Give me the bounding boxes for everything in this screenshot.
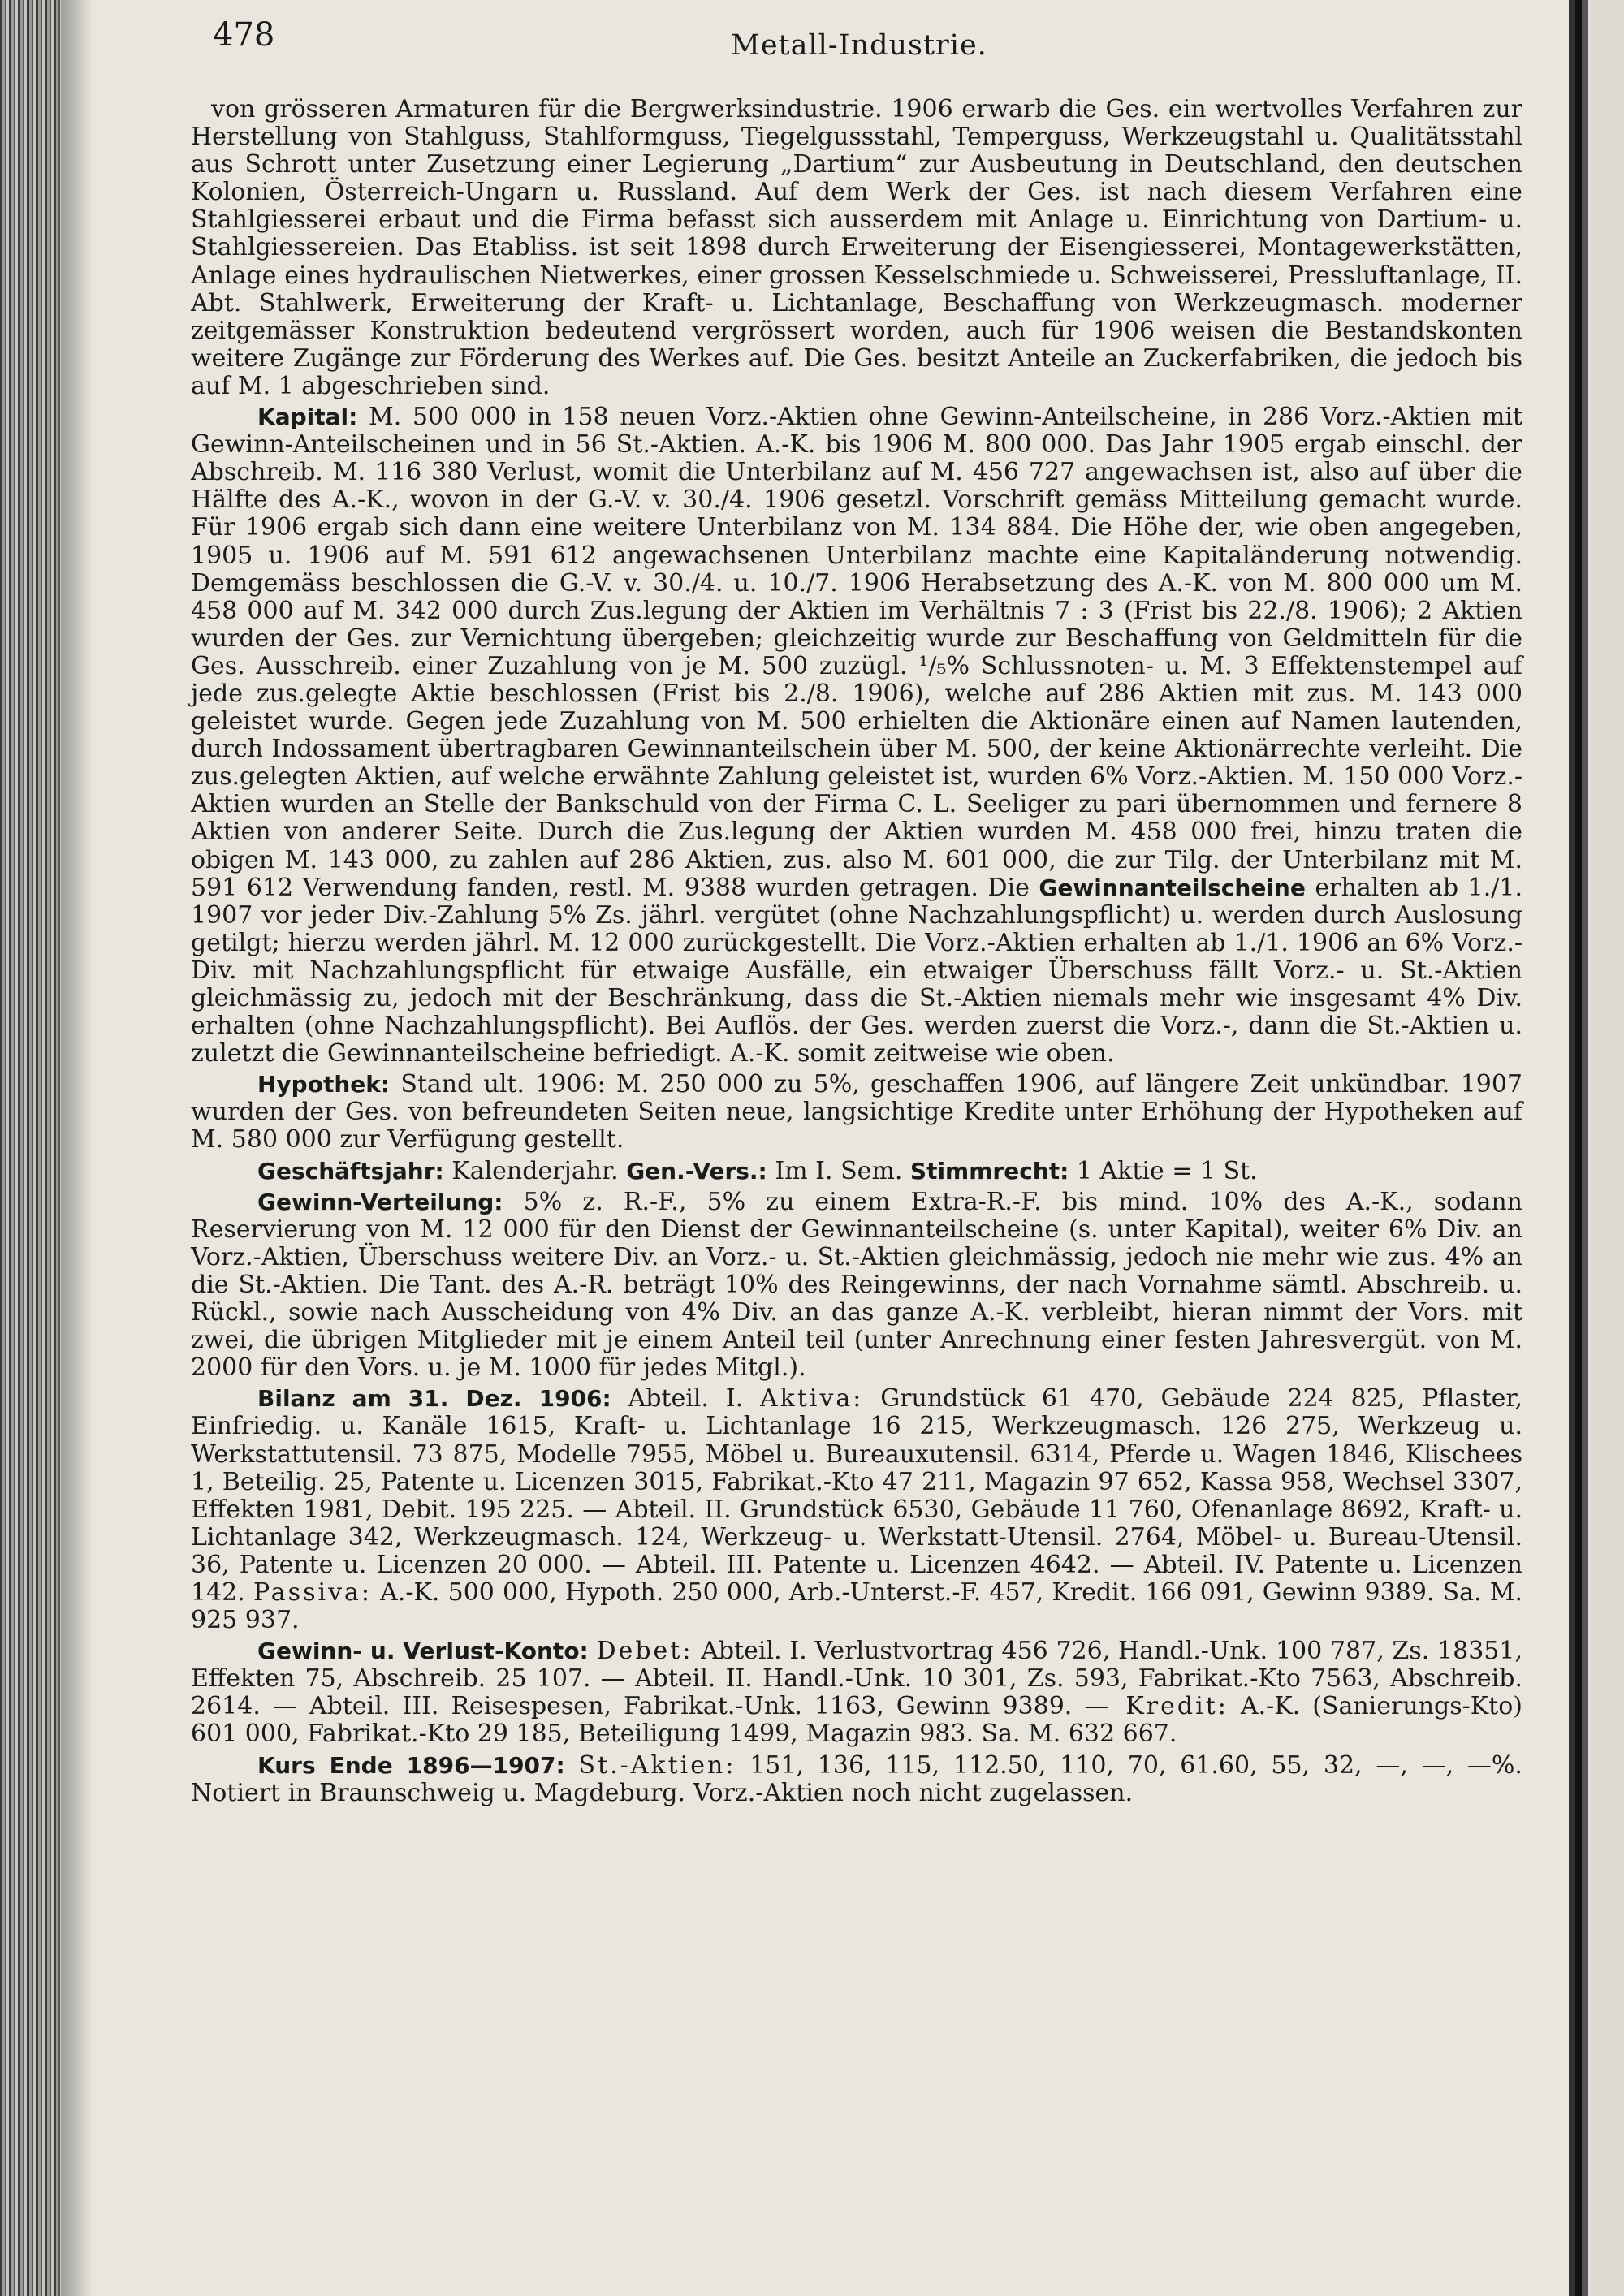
section-gewinn-verteilung — [191, 1189, 1522, 1383]
gewinn-verteilung-text: 5% z. R.-F., 5% zu einem Extra-R.-F. bis mind. 10% des A.-K., sodann Reservierung von M. 12 000 für den Dienst der Gewinnanteilscheine (s. unter Kapital), weiter 6% Div. an Vorz.-Aktien, Überschuss weitere Div. an Vorz.- u. St.-Aktien gleichmässig, jedoch nie mehr wie zus. 4% an die St.-Aktien. Die Tant. des A.-R. beträgt 10% des Reingewinns, der nach Vornahme sämtl. Abschreib. u. Rückl., sowie nach Ausscheidung von 4% Div. an das ganze A.-K. verbleibt, hieran nimmt der Vors. mit zwei, die übrigen Mitglieder mit je einem Anteil teil (unter Anrechnung einer festen Jahresvergüt. von M. 2000 für den Vors. u. je M. 1000 für jedes Mitgl.). — [191, 1187, 1522, 1383]
aktiva-label: Aktiva: — [759, 1384, 864, 1413]
page-body — [191, 96, 1522, 1807]
passiva-label: Passiva: — [253, 1577, 373, 1607]
gewinn-verlust-text-2: A.-K. (Sanierungs-Kto) 601 000, Fabrikat.-Kto 29 185, Beteiligung 1499, Magazin 983. Sa. M. 632 667. — [191, 1692, 1522, 1749]
hypothek-text: Stand ult. 1906: M. 250 000 zu 5%, geschaffen 1906, auf längere Zeit unkündbar. 1907 wurden der Ges. von befreundeten Seiten neue, langsichtige Kredite unter Erhöhung der Hypotheken auf M. 580 000 zur Verfügung gestellt. — [191, 1070, 1522, 1154]
geschaeftsjahr-text: Kalenderjahr. — [451, 1156, 619, 1185]
gen-vers-label: Gen.-Vers.: — [626, 1157, 767, 1185]
hypothek-label: Hypothek: — [257, 1071, 391, 1098]
debet-label: Debet: — [596, 1637, 693, 1666]
bilanz-text-3: A.-K. 500 000, Hypoth. 250 000, Arb.-Unterst.-F. 457, Kredit. 166 091, Gewinn 9389. Sa. M. 925 937. — [191, 1577, 1522, 1635]
section-geschaeftsjahr — [191, 1158, 1522, 1185]
geschaeftsjahr-label: Geschäftsjahr: — [257, 1157, 444, 1185]
bilanz-text-2: Grundstück 61 470, Gebäude 224 825, Pflaster, Einfriedig. u. Kanäle 1615, Kraft- u. Lichtanlage 16 215, Werkzeugmasch. 126 275, Werkzeug u. Werkstattutensil. 73 875, Modelle 7955, Möbel u. Bureauxutensil. 6314, Pferde u. Wagen 1846, Klischees 1, Beteilig. 25, Patente u. Licenzen 3015, Fabrikat.-Kto 47 211, Magazin 97 652, Kassa 958, Wechsel 3307, Effekten 1981, Debit. 195 225. — Abteil. II. Grundstück 6530, Gebäude 11 760, Ofenanlage 8692, Kraft- u. Lichtanlage 342, Werkzeugmasch. 124, Werkzeug- u. Werkstatt-Utensil. 2764, Möbel- u. Bureau-Utensil. 36, Patente u. Licenzen 20 000. — Abteil. III. Patente u. Licenzen 4642. — Abteil. IV. Patente u. Licenzen 142. — [191, 1384, 1522, 1607]
section-kapital — [191, 404, 1522, 1068]
stimmrecht-label: Stimmrecht: — [909, 1157, 1069, 1185]
page-edge-shadow — [1569, 0, 1588, 2296]
gen-vers-text: Im I. Sem. — [775, 1156, 903, 1185]
kapital-text-2: erhalten ab 1./1. 1907 vor jeder Div.-Zahlung 5% Zs. jährl. vergütet (ohne Nachzahlungspflicht) u. werden durch Auslosung getilgt; hierzu werden jährl. M. 12 000 zurückgestellt. Die Vorz.-Aktien erhalten ab 1./1. 1906 an 6% Vorz.-Div. mit Nachzahlungspflicht für etwaige Ausfälle, ein etwaiger Überschuss fällt Vorz.- u. St.-Aktien gleichmässig zu, jedoch mit der Beschränkung, dass die St.-Aktien niemals mehr wie insgesamt 4% Div. erhalten (ohne Nachzahlungspflicht). Bei Auflös. der Ges. werden zuerst die Vorz.-, dann die St.-Aktien u. zuletzt die Gewinnanteilscheine befriedigt. A.-K. somit zeitweise wie oben. — [191, 873, 1522, 1068]
stimmrecht-text: 1 Aktie = 1 St. — [1076, 1156, 1258, 1185]
section-kurs — [191, 1752, 1522, 1807]
kapital-text-1: M. 500 000 in 158 neuen Vorz.-Aktien ohne Gewinn-Anteilscheine, in 286 Vorz.-Aktien mit Gewinn-Anteilscheinen und in 56 St.-Aktien. A.-K. bis 1906 M. 800 000. Das Jahr 1905 ergab einschl. der Abschreib. M. 116 380 Verlust, womit die Unterbilanz auf M. 456 727 angewachsen ist, also auf über die Hälfte des A.-K., wovon in der G.-V. v. 30./4. 1906 gesetzl. Vorschrift gemäss Mitteilung gemacht wurde. Für 1906 ergab sich dann eine weitere Unterbilanz von M. 134 884. Die Höhe der, wie oben angegeben, 1905 u. 1906 auf M. 591 612 angewachsenen Unterbilanz machte eine Kapitaländerung notwendig. Demgemäss beschlossen die G.-V. v. 30./4. u. 10./7. 1906 Herabsetzung des A.-K. von M. 800 000 um M. 458 000 auf M. 342 000 durch Zus.legung der Aktien im Verhältnis 7 : 3 (Frist bis 22./8. 1906); 2 Aktien wurden der Ges. zur Vernichtung übergeben; gleichzeitig wurde zur Beschaffung von Geldmitteln für die Ges. Ausschreib. einer Zuzahlung von je M. 500 zuzügl. ¹/₅% Schlussnoten- u. M. 3 Effektenstempel auf jede zus.gelegte Aktie beschlossen (Frist bis 2./8. 1906), welche auf 286 Aktien mit zus. M. 143 000 geleistet wurde. Gegen jede Zuzahlung von M. 500 erhielten die Aktionäre einen auf Namen lautenden, durch Indossament übertragbaren Gewinnanteilschein über M. 500, der keine Aktionärrechte verleiht. Die zus.gelegten Aktien, auf welche erwähnte Zahlung geleistet ist, wurden 6% Vorz.-Aktien. M. 150 000 Vorz.-Aktien wurden an Stelle der Bankschuld von der Firma C. L. Seeliger zu pari übernommen und fernere 8 Aktien von anderer Seite. Durch die Zus.legung der Aktien wurden M. 458 000 frei, hinzu traten die obigen M. 143 000, zu zahlen auf 286 Aktien, zus. also M. 601 000, die zur Tilg. der Unterbilanz mit M. 591 612 Verwendung fanden, restl. M. 9388 wurden getragen. Die — [191, 403, 1522, 902]
section-bilanz — [191, 1385, 1522, 1634]
kurs-text: 151, 136, 115, 112.50, 110, 70, 61.60, 55, 32, —, —, —%. Notiert in Braunschweig u. Magdeburg. Vorz.-Aktien noch nicht zugelassen. — [191, 1750, 1522, 1807]
gewinnanteilscheine-label: Gewinnanteilscheine — [1039, 874, 1306, 901]
section-gewinn-verlust — [191, 1638, 1522, 1748]
bilanz-label: Bilanz am 31. Dez. 1906: — [257, 1385, 611, 1413]
section-hypothek — [191, 1071, 1522, 1154]
gewinn-verlust-label: Gewinn- u. Verlust-Konto: — [257, 1638, 589, 1665]
gutter-shadow — [61, 0, 93, 2296]
kredit-label: — Kredit: — [1084, 1692, 1229, 1721]
gewinn-verlust-text-1: Abteil. I. Verlustvortrag 456 726, Handl.-Unk. 100 787, Zs. 18351, Effekten 75, Abschreib. 25 107. — Abteil. II. Handl.-Unk. 10 301, Zs. 593, Fabrikat.-Kto 7563, Abschreib. 2614. — Abteil. III. Reisespesen, Fabrikat.-Unk. 1163, Gewinn 9389. — [191, 1637, 1523, 1721]
page-number: 478 — [213, 16, 275, 54]
st-aktien-label: St.-Aktien: — [578, 1750, 736, 1780]
gewinn-verteilung-label: Gewinn-Verteilung: — [257, 1188, 503, 1215]
adjacent-page-margin — [1588, 0, 1624, 2296]
book-spine — [0, 0, 61, 2296]
bilanz-text-1: Abteil. I. — [628, 1384, 744, 1413]
kapital-label: Kapital: — [257, 404, 358, 431]
running-head: Metall-Industrie. — [731, 29, 987, 62]
intro-paragraph: von grösseren Armaturen für die Bergwerksindustrie. 1906 erwarb die Ges. ein wertvolles Verfahren zur Herstellung von Stahlguss, Stahlformguss, Tiegelgussstahl, Temperguss, Werkzeugstahl u. Qualitätsstahl aus Schrott unter Zusetzung einer Legierung „Dartium“ zur Ausbeutung in Deutschland, den deutschen Kolonien, Österreich-Ungarn u. Russland. Auf dem Werk der Ges. ist nach diesem Verfahren eine Stahlgiesserei erbaut und die Firma befasst sich ausserdem mit Anlage u. Einrichtung von Dartium- u. Stahlgiessereien. Das Etabliss. ist seit 1898 durch Erweiterung der Eisengiesserei, Montagewerkstätten, Anlage eines hydraulischen Nietwerkes, einer grossen Kesselschmiede u. Schweisserei, Pressluftanlage, II. Abt. Stahlwerk, Erweiterung der Kraft- u. Lichtanlage, Beschaffung von Werkzeugmasch. moderner zeitgemässer Konstruktion bedeutend vergrössert worden, auch für 1906 weisen die Bestandskonten weitere Zugänge zur Förderung des Werkes auf. Die Ges. besitzt Anteile an Zuckerfabriken, die jedoch bis auf M. 1 abgeschrieben sind. — [191, 95, 1522, 400]
kurs-label: Kurs Ende 1896—1907: — [257, 1751, 565, 1779]
